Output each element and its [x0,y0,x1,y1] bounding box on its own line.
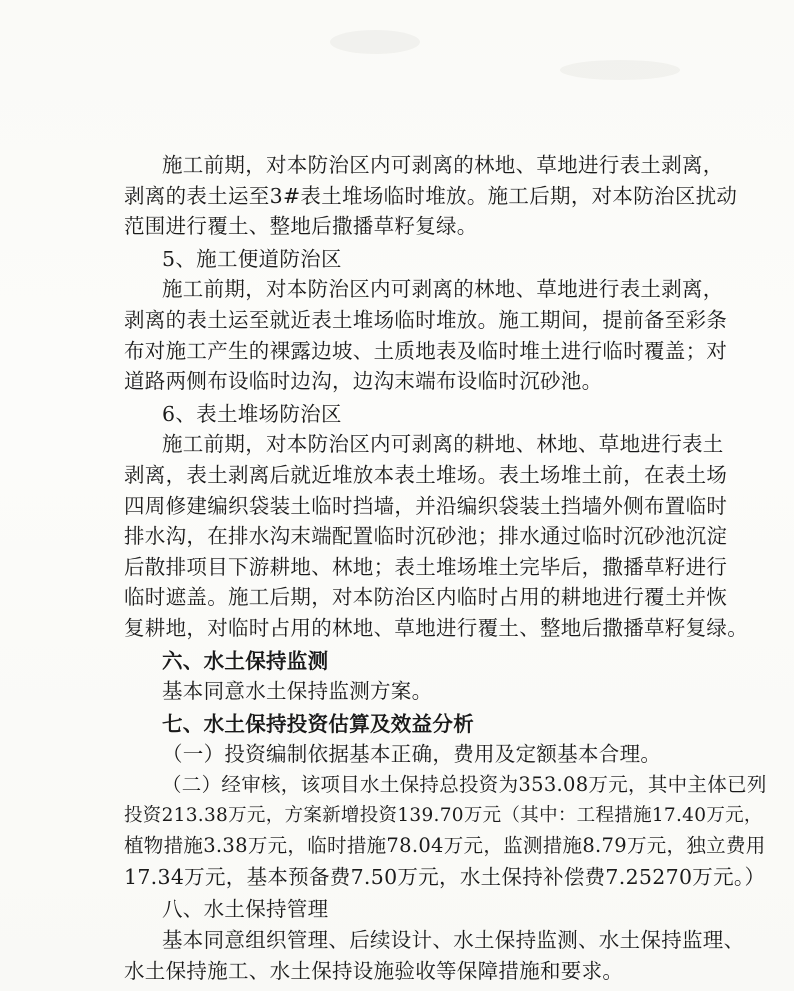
paragraph-line: 剥离，表土剥离后就近堆放本表土堆场。表土场堆土前，在表土场 [124,463,728,487]
section-heading: 6、表土堆场防治区 [162,402,342,426]
paragraph-line: 复耕地，对临时占用的林地、草地进行覆土、整地后撒播草籽复绿。 [124,616,748,640]
paragraph-line: 布对施工产生的裸露边坡、土质地表及临时堆土进行临时覆盖；对 [124,339,728,363]
paragraph-line: 临时遮盖。施工后期，对本防治区内临时占用的耕地进行覆土并恢 [124,585,728,609]
paragraph-line: 施工前期，对本防治区内可剥离的耕地、林地、草地进行表土 [162,432,724,456]
paragraph-line: 四周修建编织袋装土临时挡墙，并沿编织袋装土挡墙外侧布置临时 [124,494,728,518]
chapter-heading: 六、水土保持监测 [162,649,329,673]
paragraph-line: （一）投资编制依据基本正确，费用及定额基本合理。 [162,742,662,766]
paragraph-line: 施工前期，对本防治区内可剥离的林地、草地进行表土剥离， [162,277,724,301]
paragraph-line: 17.34万元，基本预备费7.50万元，水土保持补偿费7.25270万元。） [124,865,766,889]
paragraph-line: 投资213.38万元，方案新增投资139.70万元（其中：工程措施17.40万元， [124,805,763,826]
paragraph-line: 施工前期，对本防治区内可剥离的林地、草地进行表土剥离， [162,153,724,177]
paper-smudge [560,60,680,80]
chapter-heading: 八、水土保持管理 [162,897,329,921]
paragraph-line: 基本同意水土保持监测方案。 [162,679,433,703]
paragraph-line: 植物措施3.38万元，临时措施78.04万元，监测措施8.79万元，独立费用 [124,834,766,857]
section-heading: 5、施工便道防治区 [162,247,342,271]
paragraph-line: 范围进行覆土、整地后撒播草籽复绿。 [124,214,478,238]
paragraph-line: 水土保持施工、水土保持设施验收等保障措施和要求。 [124,959,624,983]
paper-smudge [330,30,420,54]
paragraph-line: 剥离的表土运至就近表土堆场临时堆放。施工期间，提前备至彩条 [124,308,728,332]
paragraph-line: 剥离的表土运至3#表土堆场临时堆放。施工后期，对本防治区扰动 [124,184,738,208]
paragraph-line: 基本同意组织管理、后续设计、水土保持监测、水土保持监理、 [162,928,745,952]
paragraph-line: （二）经审核，该项目水土保持总投资为353.08万元，其中主体已列 [162,773,767,796]
paragraph-line: 道路两侧布设临时边沟，边沟末端布设临时沉砂池。 [124,369,603,393]
chapter-heading: 七、水土保持投资估算及效益分析 [162,712,474,736]
paragraph-line: 排水沟，在排水沟末端配置临时沉砂池；排水通过临时沉砂池沉淀 [124,524,728,548]
paragraph-line: 后散排项目下游耕地、林地；表土堆场堆土完毕后，撒播草籽进行 [124,555,728,579]
